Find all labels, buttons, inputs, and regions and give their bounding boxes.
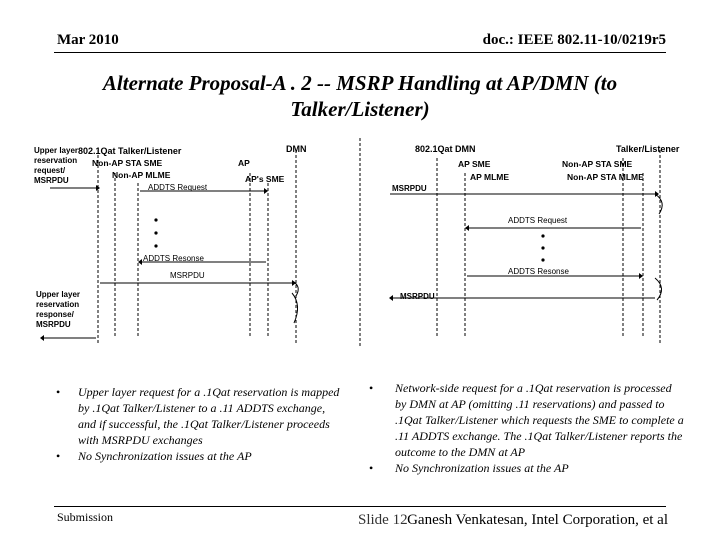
right-ap-sme-label: AP SME — [458, 159, 491, 169]
right-bullet-item: • Network-side request for a .1Qat reservation is processed by DMN at AP (omitting .11 reservations) and passed to .1Qat Talker/Listener which requests the SME to complete a .11 ADDTS exchange. The .1Qat Talker/Listener reports the outcome to the DMN at AP — [369, 381, 684, 459]
right-addts-response-label: ADDTS Resonse — [508, 267, 569, 276]
left-msrpdu-label: MSRPDU — [170, 271, 205, 280]
right-dmn-label: 802.1Qat DMN — [415, 144, 476, 154]
right-bullet-list — [369, 380, 685, 476]
footer-submission: Submission — [57, 510, 114, 524]
right-non-ap-sta-mlme-label: Non-AP STA MLME — [567, 172, 644, 182]
right-non-ap-sta-sme-label: Non-AP STA SME — [562, 159, 633, 169]
right-addts-request-label: ADDTS Request — [508, 216, 568, 225]
left-non-ap-mlme-label: Non-AP MLME — [112, 170, 171, 180]
right-msrpdu-top-label: MSRPDU — [392, 184, 427, 193]
left-ap-label: AP — [238, 158, 250, 168]
header-rule — [54, 52, 666, 53]
right-talker-listener-label: Talker/Listener — [616, 144, 680, 154]
left-dmn-label: DMN — [286, 144, 307, 154]
bullet-glyph: • — [369, 461, 374, 475]
slide-title: Alternate Proposal-A . 2 -- MSRP Handling at AP/DMN (to Talker/Listener) — [102, 71, 618, 121]
header-date: Mar 2010 — [57, 32, 119, 48]
right-diagram-lines — [355, 138, 700, 353]
right-bullet-item: • No Synchronization issues at the AP — [369, 461, 569, 475]
right-ap-mlme-label: AP MLME — [470, 172, 510, 182]
left-talker-listener-label: 802.1Qat Talker/Listener — [78, 146, 182, 156]
right-msrpdu-bottom-label: MSRPDU — [400, 292, 435, 301]
left-ap-sme-label: AP's SME — [245, 174, 285, 184]
left-bullet-item: • No Synchronization issues at the AP — [56, 449, 252, 463]
left-upper-layer-request-label: Upper layer reservation request/ MSRPDU — [34, 146, 79, 185]
left-non-ap-sta-sme-label: Non-AP STA SME — [92, 158, 163, 168]
left-addts-response-label: ADDTS Resonse — [143, 254, 204, 263]
left-bullet-list — [56, 384, 342, 464]
left-upper-layer-response-label: Upper layer reservation response/ MSRPDU — [36, 290, 81, 329]
header-doc-id: doc.: IEEE 802.11-10/0219r5 — [482, 32, 666, 48]
footer-slide-number: Slide 12 — [358, 512, 408, 528]
bullet-glyph: • — [369, 381, 374, 395]
left-addts-request-label: ADDTS Request — [148, 183, 208, 192]
footer-author: Ganesh Venkatesan, Intel Corporation, et al — [407, 512, 668, 528]
bullet-glyph: • — [56, 385, 61, 399]
footer-rule — [54, 506, 666, 507]
bullet-glyph: • — [56, 449, 61, 463]
left-bullet-item: • Upper layer request for a .1Qat reservation is mapped by .1Qat Talker/Listener to a .11 ADDTS exchange, and if successful, the .1Qat Talker/Listener proceeds with MSRPDU exchanges — [56, 385, 340, 447]
